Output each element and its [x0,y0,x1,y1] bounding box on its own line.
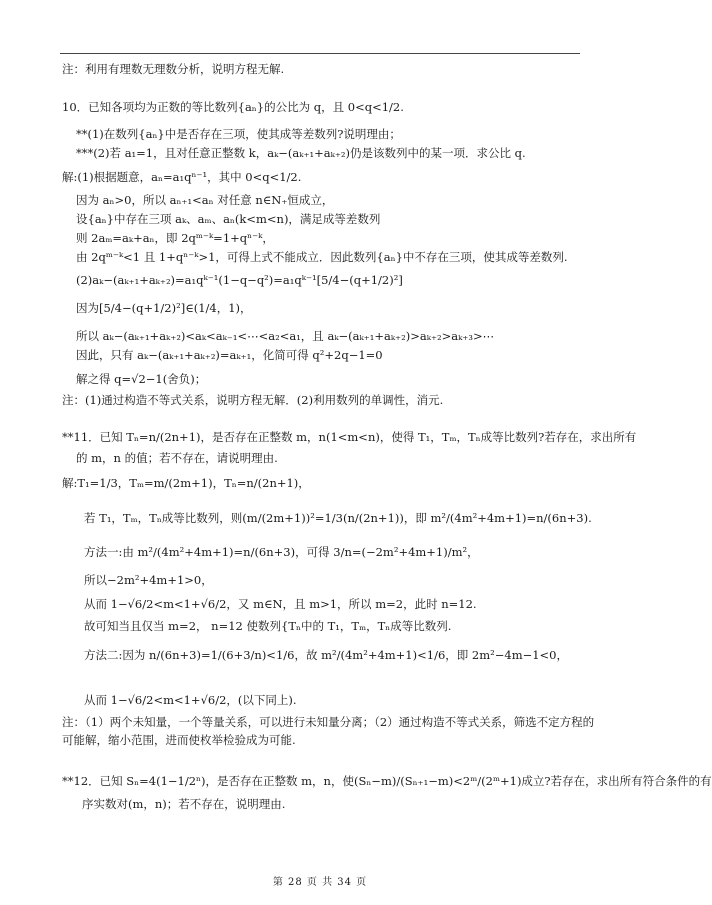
page-footer: 第 28 页 共 34 页 [272,877,368,888]
solution-11-line-8: 从而 1−√6/2<m<1+√6/2，(以下同上). [84,693,297,707]
problem-12-stem: **12．已知 Sₙ=4(1−1/2ⁿ)，是否存在正整数 m，n，使(Sₙ−m)/(Sₙ₊₁−m)<2ᵐ/(2ᵐ+1)成立?若存在，求出所有符合条件的有 [62,774,712,788]
solution-11-line-2: 若 T₁，Tₘ，Tₙ成等比数列，则(m/(2m+1))²=1/3(n/(2n+1))，即 m²/(4m²+4m+1)=n/(6n+3). [84,511,592,525]
solution-10-line-5: 由 2qᵐ⁻ᵏ<1 且 1+qⁿ⁻ᵏ>1，可得上式不能成立．因此数列{aₙ}中不存在三项，使其成等差数列. [76,250,568,264]
note-11-line-1: 注：（1）两个未知量，一个等量关系，可以进行未知量分离；（2）通过构造不等式关系，筛选不定方程的 [62,715,595,729]
solution-11-line-1: 解:T₁=1/3，Tₘ=m/(2m+1)，Tₙ=n/(2n+1)， [62,476,310,490]
problem-10-part-2: ***(2)若 a₁=1，且对任意正整数 k，aₖ−(aₖ₊₁+aₖ₊₂)仍是该数列中的某一项．求公比 q. [76,146,526,160]
solution-11-line-5: 从而 1−√6/2<m<1+√6/2，又 m∈N，且 m>1，所以 m=2，此时 n=12. [84,597,477,611]
problem-11-stem: **11．已知 Tₙ=n/(2n+1)，是否存在正整数 m，n(1<m<n)，使得 T₁，Tₘ，Tₙ成等比数列?若存在，求出所有 [62,430,637,444]
solution-10-line-3: 设{aₙ}中存在三项 aₖ、aₘ、aₙ(k<m<n)，满足成等差数列 [76,212,381,226]
problem-12-stem-cont: 序实数对(m，n)；若不存在，说明理由. [82,797,286,811]
solution-11-line-3: 方法一:由 m²/(4m²+4m+1)=n/(6n+3)，可得 3/n=(−2m²+4m+1)/m²， [84,545,479,559]
problem-11-stem-cont: 的 m，n 的值；若不存在，请说明理由. [76,451,278,465]
solution-11-line-6: 故可知当且仅当 m=2， n=12 使数列{Tₙ中的 T₁，Tₘ，Tₙ成等比数列. [84,619,452,633]
solution-10-line-8: 所以 aₖ−(aₖ₊₁+aₖ₊₂)<aₖ<aₖ₋₁<⋯<a₂<a₁，且 aₖ−(aₖ₊₁+aₖ₊₂)>aₖ₊₂>aₖ₊₃>⋯ [76,329,495,343]
note-10: 注：(1)通过构造不等式关系，说明方程无解．(2)利用数列的单调性，消元. [62,393,444,407]
problem-10-part-1: **(1)在数列{aₙ}中是否存在三项，使其成等差数列?说明理由； [76,127,401,141]
solution-10-line-1: 解:(1)根据题意，aₙ=a₁qⁿ⁻¹，其中 0<q<1/2. [62,170,302,184]
problem-10-stem: 10．已知各项均为正数的等比数列{aₙ}的公比为 q，且 0<q<1/2. [62,100,404,114]
solution-11-line-4: 所以−2m²+4m+1>0， [84,573,213,587]
solution-10-line-6: (2)aₖ−(aₖ₊₁+aₖ₊₂)=a₁qᵏ⁻¹(1−q−q²)=a₁qᵏ⁻¹[5/4−(q+1/2)²] [76,273,403,287]
solution-11-line-7: 方法二:因为 n/(6n+3)=1/(6+3/n)<1/6，故 m²/(4m²+4m+1)<1/6，即 2m²−4m−1<0， [84,648,569,662]
solution-10-line-2: 因为 aₙ>0，所以 aₙ₊₁<aₙ 对任意 n∈N₊恒成立， [76,193,334,207]
solution-10-line-9: 因此，只有 aₖ−(aₖ₊₁+aₖ₊₂)=aₖ₊₁，化简可得 q²+2q−1=0 [76,348,383,362]
header-rule [60,53,580,54]
solution-10-line-10: 解之得 q=√2−1(舍负)； [76,372,207,386]
solution-10-line-7: 因为[5/4−(q+1/2)²]∈(1/4，1)， [76,301,252,315]
note-11-line-2: 可能解，缩小范围，进而使枚举检验成为可能. [62,733,296,747]
note-line-1: 注：利用有理数无理数分析，说明方程无解. [62,62,285,76]
solution-10-line-4: 则 2aₘ=aₖ+aₙ，即 2qᵐ⁻ᵏ=1+qⁿ⁻ᵏ， [76,231,274,245]
